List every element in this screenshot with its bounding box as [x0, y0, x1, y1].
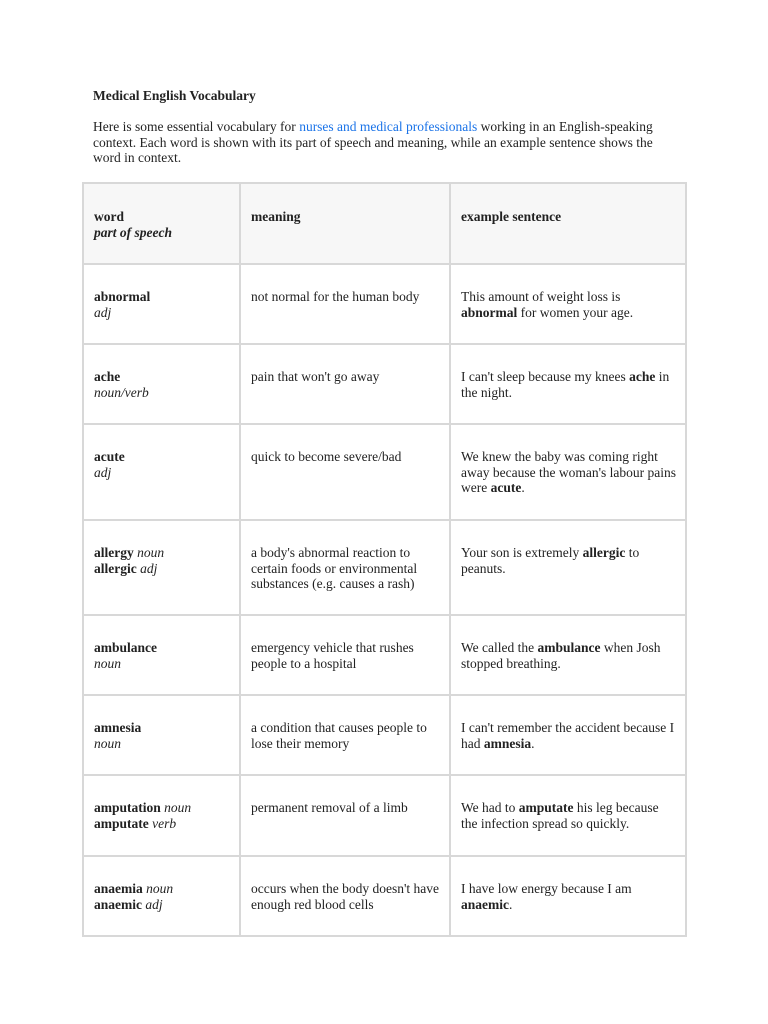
example-text: We called the — [461, 640, 538, 655]
word-cell — [83, 424, 240, 520]
example-cell — [450, 615, 686, 695]
example-cell — [450, 695, 686, 775]
word-cell — [83, 520, 240, 615]
part-of-speech: noun — [94, 735, 121, 751]
word-cell — [83, 775, 240, 856]
table-row — [83, 344, 686, 424]
meaning-cell: emergency vehicle that rushes people to a hospital — [240, 615, 450, 695]
part-of-speech: adj — [145, 896, 163, 912]
table-row — [83, 856, 686, 936]
meaning-cell: a body's abnormal reaction to certain foods or environmental substances (e.g. causes a rash) — [240, 520, 450, 615]
table-row — [83, 775, 686, 856]
example-highlight-word: ambulance — [537, 640, 601, 655]
example-highlight-word: abnormal — [461, 304, 518, 320]
example-text: Your son is extremely — [461, 545, 583, 560]
example-text: I can't remember the accident because I had — [461, 720, 675, 751]
example-text: when Josh stopped breathing. — [461, 640, 661, 671]
example-text: . — [531, 735, 535, 751]
header-example: example sentence — [450, 183, 686, 264]
intro-text-after: working in an English-speaking context. Each word is shown with its part of speech and meaning, while an example sentence shows the word in context. — [93, 119, 653, 165]
table-row — [83, 615, 686, 695]
vocabulary-table — [82, 182, 687, 937]
word-cell — [83, 264, 240, 344]
example-cell — [450, 344, 686, 424]
word-entry — [94, 369, 230, 400]
header-word-cell — [83, 183, 240, 264]
word-cell — [83, 615, 240, 695]
example-text: We had to — [461, 800, 519, 815]
vocab-word: ache — [94, 369, 121, 384]
vocab-word: ambulance — [94, 640, 158, 655]
vocab-word: amputate — [94, 815, 149, 831]
word-entry — [94, 545, 230, 561]
example-highlight-word: ache — [629, 369, 656, 384]
vocabulary-table-body — [83, 183, 686, 936]
intro-text-before: Here is some essential vocabulary for — [93, 119, 300, 134]
example-cell — [450, 856, 686, 936]
word-entry — [94, 800, 230, 816]
meaning-cell: not normal for the human body — [240, 264, 450, 344]
word-entry — [94, 897, 230, 913]
example-text: his leg because the infection spread so quickly. — [461, 800, 659, 831]
word-cell — [83, 695, 240, 775]
word-entry — [94, 449, 230, 480]
part-of-speech: adj — [94, 464, 112, 480]
part-of-speech: adj — [94, 304, 112, 320]
header-part-of-speech: part of speech — [94, 224, 172, 240]
example-cell — [450, 775, 686, 856]
vocab-word: amnesia — [94, 720, 142, 735]
example-text: . — [521, 480, 525, 495]
part-of-speech: noun/verb — [94, 384, 149, 400]
part-of-speech: noun — [137, 545, 165, 560]
example-text: . — [509, 896, 513, 912]
meaning-cell: occurs when the body doesn't have enough red blood cells — [240, 856, 450, 936]
part-of-speech: noun — [164, 800, 192, 815]
word-entry — [94, 640, 230, 671]
example-cell — [450, 264, 686, 344]
example-highlight-word: amnesia — [483, 735, 532, 751]
example-highlight-word: acute — [490, 480, 522, 495]
header-meaning: meaning — [240, 183, 450, 264]
table-row — [83, 424, 686, 520]
example-text: I can't sleep because my knees — [461, 369, 630, 384]
header-word: word — [94, 209, 124, 224]
word-entry — [94, 720, 230, 751]
vocab-word: abnormal — [94, 289, 151, 304]
word-cell — [83, 344, 240, 424]
table-row — [83, 695, 686, 775]
example-highlight-word: anaemic — [461, 896, 509, 912]
table-header-row — [83, 183, 686, 264]
example-text: in the night. — [461, 369, 670, 400]
meaning-cell: quick to become severe/bad — [240, 424, 450, 520]
word-entry — [94, 881, 230, 897]
example-text: This amount of weight loss is — [461, 289, 621, 304]
meaning-cell: a condition that causes people to lose their memory — [240, 695, 450, 775]
word-entry — [94, 561, 230, 577]
word-cell — [83, 856, 240, 936]
meaning-cell: pain that won't go away — [240, 344, 450, 424]
table-row — [83, 520, 686, 615]
document-title: Medical English Vocabulary — [93, 88, 256, 103]
intro-paragraph — [93, 119, 653, 166]
vocab-word: amputation — [94, 800, 161, 815]
part-of-speech: noun — [94, 655, 121, 671]
example-text: I have low energy because I am — [461, 881, 632, 896]
word-entry — [94, 289, 230, 320]
vocab-word: acute — [94, 449, 125, 464]
vocab-word: anaemic — [94, 896, 142, 912]
example-highlight-word: allergic — [582, 545, 626, 560]
example-cell — [450, 520, 686, 615]
vocab-word: allergic — [94, 560, 137, 576]
part-of-speech: noun — [146, 881, 174, 896]
part-of-speech: verb — [152, 815, 177, 831]
nurses-link[interactable]: nurses and medical professionals — [299, 119, 478, 134]
example-text: We knew the baby was coming right away because the woman's labour pains were — [461, 449, 676, 495]
table-row — [83, 264, 686, 344]
vocab-word: allergy — [94, 545, 134, 560]
example-text: for women your age. — [517, 304, 634, 320]
meaning-cell: permanent removal of a limb — [240, 775, 450, 856]
example-cell — [450, 424, 686, 520]
part-of-speech: adj — [140, 560, 158, 576]
vocab-word: anaemia — [94, 881, 143, 896]
word-entry — [94, 816, 230, 832]
example-highlight-word: amputate — [518, 800, 574, 815]
example-text: to peanuts. — [461, 545, 640, 576]
